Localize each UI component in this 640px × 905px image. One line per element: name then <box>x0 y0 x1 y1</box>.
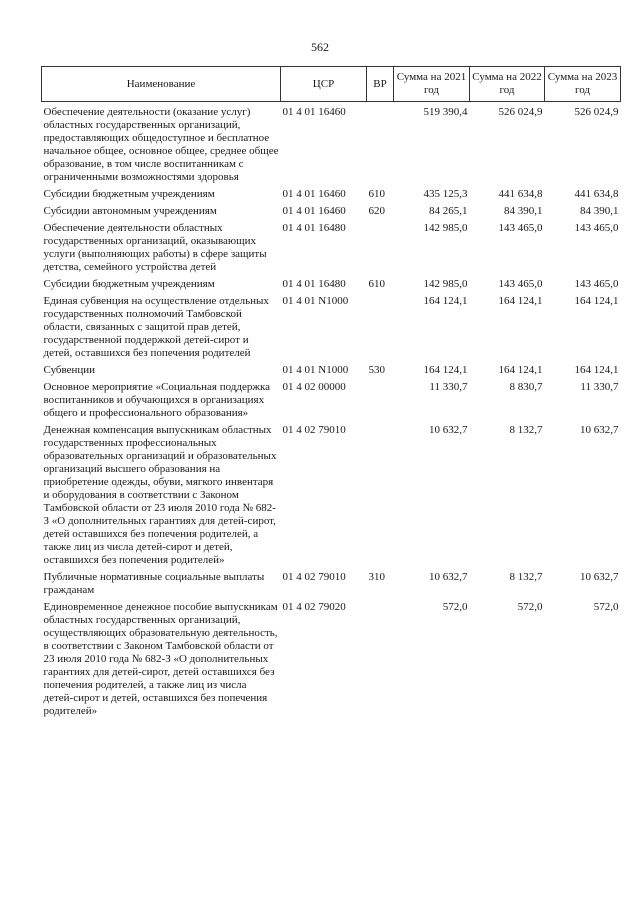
table-row <box>42 424 621 567</box>
row-csr: 01 4 01 16460 <box>282 106 346 118</box>
row-csr: 01 4 01 N1000 <box>282 295 349 307</box>
row-sum-2023: 84 390,1 <box>580 205 619 217</box>
row-sum-2022: 164 124,1 <box>498 295 543 307</box>
row-sum-2023: 10 632,7 <box>580 424 619 436</box>
row-sum-2021: 164 124,1 <box>423 295 468 307</box>
page-number: 562 <box>311 40 329 54</box>
row-name: Единая субвенция на осуществление отдельных государственных полномочий Тамбовской области, связанных с защитой прав детей, государственной поддержкой детей-сирот и детей, оставшихся без попечения родителей <box>43 295 269 359</box>
row-sum-2023: 572,0 <box>593 601 619 613</box>
row-vr <box>367 381 394 420</box>
row-sum-2021: 10 632,7 <box>429 571 468 583</box>
column-header-2023: Сумма на 2023 год <box>545 67 621 102</box>
column-header-name: Наименование <box>42 67 281 102</box>
row-sum-2021: 164 124,1 <box>423 364 468 376</box>
row-csr: 01 4 02 00000 <box>282 381 346 393</box>
row-csr: 01 4 01 16480 <box>282 278 346 290</box>
row-sum-2021: 10 632,7 <box>429 424 468 436</box>
budget-table <box>41 66 621 718</box>
row-sum-2023: 143 465,0 <box>574 278 619 290</box>
row-name: Обеспечение деятельности (оказание услуг) областных государственных организаций, предоставляющих общедоступное и бесплатное начальное общее, основное общее, среднее общее образование, в том числе воспитанникам с ограниченными возможностями здоровья <box>43 106 279 183</box>
row-name: Обеспечение деятельности областных государственных организаций, оказывающих услуги (выполняющих работы) в сфере защиты детства, семейного устройства детей <box>43 222 267 273</box>
row-vr: 610 <box>368 278 385 290</box>
table-row <box>42 571 621 597</box>
row-sum-2022: 572,0 <box>517 601 543 613</box>
row-name: Единовременное денежное пособие выпускникам областных государственных организаций, осуществляющих образовательную деятельность, в соответствии с Законом Тамбовской области от 23 июля 2010 года № 682-З «О дополнительных гарантиях для детей-сирот, детей оставшихся без попечения родителей, а также лиц из числа детей-сирот и детей, оставшихся без попечения родителей» <box>43 601 278 717</box>
column-header-csr: ЦСР <box>281 67 367 102</box>
row-sum-2022: 526 024,9 <box>498 106 543 118</box>
row-sum-2023: 164 124,1 <box>574 295 619 307</box>
row-sum-2022: 143 465,0 <box>498 278 543 290</box>
table-row <box>42 601 621 718</box>
row-csr: 01 4 02 79010 <box>282 571 346 583</box>
table-header-row <box>42 67 621 102</box>
row-vr <box>367 601 394 718</box>
table-row <box>42 364 621 377</box>
row-sum-2022: 8 132,7 <box>509 424 543 436</box>
row-sum-2023: 441 634,8 <box>574 188 619 200</box>
row-vr <box>367 106 394 184</box>
row-vr <box>367 295 394 360</box>
column-header-vr: ВР <box>367 67 394 102</box>
row-csr: 01 4 02 79020 <box>282 601 346 613</box>
row-sum-2023: 143 465,0 <box>574 222 619 234</box>
row-sum-2021: 435 125,3 <box>423 188 468 200</box>
row-sum-2022: 8 132,7 <box>509 571 543 583</box>
row-sum-2023: 526 024,9 <box>574 106 619 118</box>
row-name: Субвенции <box>43 364 96 376</box>
row-name: Денежная компенсация выпускникам областных государственных профессиональных образовательных организаций и образовательных организаций высшего образования на приобретение одежды, обуви, мягкого инвентаря и оборудования в соответствии с Законом Тамбовской области от 23 июля 2010 года № 682-З «О дополнительных гарантиях для детей-сирот, детей оставшихся без попечения родителей, а также лиц из числа детей-сирот и детей, оставшихся без попечения родителей» <box>43 424 277 566</box>
row-vr: 620 <box>368 205 385 217</box>
row-csr: 01 4 02 79010 <box>282 424 346 436</box>
row-name: Основное мероприятие «Социальная поддержка воспитанников и обучающихся в организациях общего и профессионального образования» <box>43 381 271 419</box>
row-sum-2021: 572,0 <box>442 601 468 613</box>
column-header-2022: Сумма на 2022 год <box>470 67 545 102</box>
row-sum-2023: 11 330,7 <box>580 381 619 393</box>
row-sum-2023: 10 632,7 <box>580 571 619 583</box>
row-vr: 310 <box>368 571 385 583</box>
row-csr: 01 4 01 N1000 <box>282 364 349 376</box>
row-vr: 530 <box>368 364 385 376</box>
row-sum-2022: 8 830,7 <box>509 381 543 393</box>
row-sum-2022: 84 390,1 <box>504 205 543 217</box>
row-csr: 01 4 01 16460 <box>282 188 346 200</box>
table-row <box>42 205 621 218</box>
row-vr <box>367 424 394 567</box>
table-row <box>42 188 621 201</box>
table-row <box>42 381 621 420</box>
row-sum-2022: 143 465,0 <box>498 222 543 234</box>
row-vr <box>367 222 394 274</box>
row-sum-2021: 84 265,1 <box>429 205 468 217</box>
row-sum-2021: 142 985,0 <box>423 278 468 290</box>
table-row <box>42 295 621 360</box>
row-csr: 01 4 01 16460 <box>282 205 346 217</box>
row-sum-2021: 519 390,4 <box>423 106 468 118</box>
row-name: Субсидии бюджетным учреждениям <box>43 278 215 290</box>
row-sum-2022: 441 634,8 <box>498 188 543 200</box>
row-sum-2022: 164 124,1 <box>498 364 543 376</box>
table-row <box>42 106 621 184</box>
table-row <box>42 278 621 291</box>
row-name: Субсидии бюджетным учреждениям <box>43 188 215 200</box>
row-vr: 610 <box>368 188 385 200</box>
column-header-2021: Сумма на 2021 год <box>394 67 470 102</box>
row-csr: 01 4 01 16480 <box>282 222 346 234</box>
row-sum-2023: 164 124,1 <box>574 364 619 376</box>
table-row <box>42 222 621 274</box>
row-name: Публичные нормативные социальные выплаты гражданам <box>43 571 265 596</box>
row-name: Субсидии автономным учреждениям <box>43 205 217 217</box>
row-sum-2021: 142 985,0 <box>423 222 468 234</box>
row-sum-2021: 11 330,7 <box>429 381 468 393</box>
